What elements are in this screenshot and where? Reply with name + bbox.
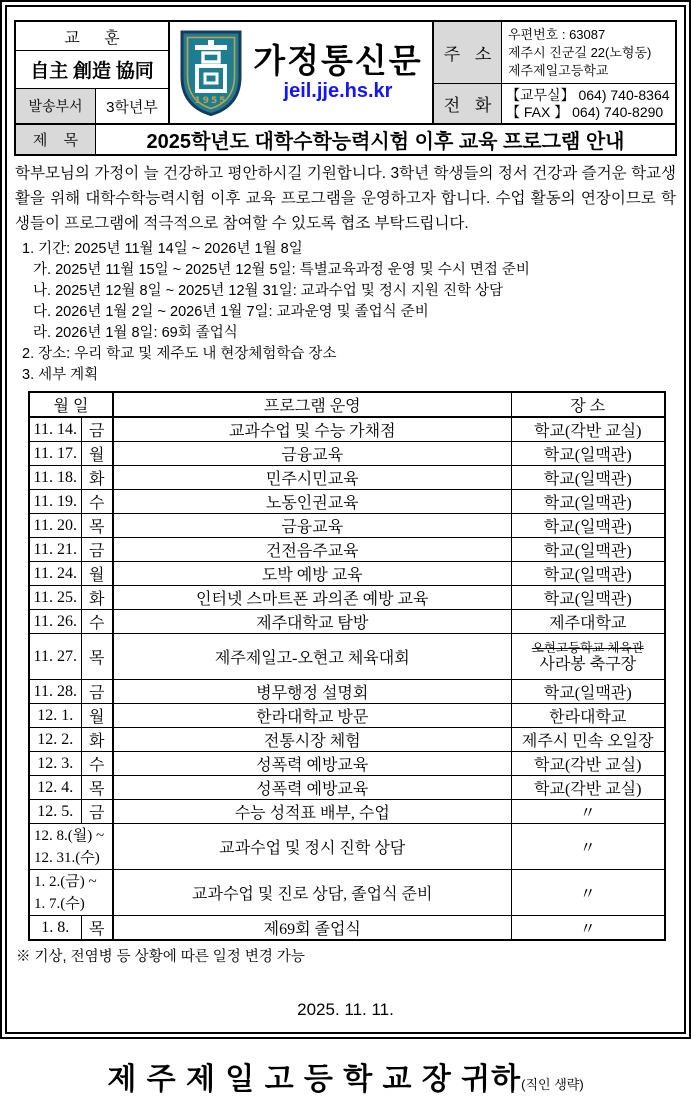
table-cell: 학교(일맥관): [511, 490, 665, 514]
motto-value: 自主 創造 協同: [16, 51, 168, 89]
table-row: [29, 490, 665, 514]
table-cell: 수: [81, 490, 113, 514]
table-row: [29, 586, 665, 610]
table-cell: 한라대학교: [511, 704, 665, 728]
table-cell: 〃: [511, 800, 665, 824]
table-cell: 11. 21.: [29, 538, 81, 562]
table-cell: 11. 19.: [29, 490, 81, 514]
table-cell: 11. 28.: [29, 680, 81, 704]
table-cell: 월: [81, 562, 113, 586]
table-cell: 제69회 졸업식: [113, 916, 511, 941]
table-cell: 금융교육: [113, 514, 511, 538]
table-cell: 학교(일맥관): [511, 586, 665, 610]
address-line: 제주시 진군길 22(노형동): [508, 45, 652, 60]
table-row: [29, 752, 665, 776]
newsletter-title: 가정통신문: [253, 41, 423, 79]
subject-label: 제 목: [16, 125, 96, 154]
document: [5, 5, 686, 1096]
table-cell: 12. 8.(월) ~ 12. 31.(수): [29, 824, 113, 870]
table-cell: 목: [81, 916, 113, 941]
phone-row: [434, 84, 675, 123]
col-header-date: 월 일: [29, 392, 113, 417]
table-row: [29, 728, 665, 752]
school-url: jeil.jje.hs.kr: [283, 79, 393, 102]
table-cell: 금: [81, 417, 113, 442]
brand-text: [253, 43, 422, 103]
col-header-program: 프로그램 운영: [113, 392, 511, 417]
table-cell: 학교(일맥관): [511, 562, 665, 586]
intro-paragraph: 학부모님의 가정이 늘 건강하고 평안하시길 기원합니다. 3학년 학생들의 정서 건강과 즐거운 학교생활을 위해 대학수학능력시험 이후 교육 프로그램을 운영하고자 합니다. 수업 활동의 연장이므로 학생들이 프로그램에 적극적으로 참여할 수 있도록 협조 부탁드립니다.: [15, 165, 676, 232]
table-cell: 학교(각반 교실): [511, 417, 665, 442]
table-cell: 건전음주교육: [113, 538, 511, 562]
table-cell: 1. 8.: [29, 916, 81, 941]
table-cell: 학교(일맥관): [511, 680, 665, 704]
phone-label: 전 화: [434, 84, 502, 123]
table-cell: 학교(일맥관): [511, 514, 665, 538]
table-cell: 〃: [511, 824, 665, 870]
table-row: [29, 704, 665, 728]
table-row: [29, 562, 665, 586]
table-cell: 교과수업 및 수능 가채점: [113, 417, 511, 442]
col-header-place: 장 소: [511, 392, 665, 417]
table-row: [29, 514, 665, 538]
table-cell: 인터넷 스마트폰 과의존 예방 교육: [113, 586, 511, 610]
table-cell: 〃: [511, 916, 665, 941]
schedule-table: [28, 391, 666, 941]
table-row: [29, 800, 665, 824]
address-line: 제주제일고등학교: [508, 63, 609, 78]
outline-item: 2. 장소: 우리 학교 및 제주도 내 현장체험학습 장소: [22, 346, 337, 362]
outline-item: 라. 2026년 1월 8일: 69회 졸업식: [33, 325, 238, 341]
table-cell: 제주대학교: [511, 610, 665, 634]
struck-place-text: 오현고등학교 체육관: [531, 640, 644, 655]
schedule-body: [29, 417, 665, 940]
table-cell: 11. 26.: [29, 610, 81, 634]
table-cell: 〃: [511, 870, 665, 916]
table-cell: 12. 4.: [29, 776, 81, 800]
table-cell: 노동인권교육: [113, 490, 511, 514]
letterhead: [14, 20, 677, 125]
table-cell: 학교(일맥관): [511, 538, 665, 562]
table-cell: 월: [81, 704, 113, 728]
letterhead-right: [434, 22, 675, 123]
table-cell: 11. 25.: [29, 586, 81, 610]
motto-label: 교 훈: [16, 22, 168, 51]
school-emblem-icon: [179, 29, 243, 117]
table-cell: 12. 1.: [29, 704, 81, 728]
table-cell: 제주대학교 탐방: [113, 610, 511, 634]
table-row: [29, 916, 665, 941]
table-cell: 금: [81, 680, 113, 704]
phone-line: 【 FAX 】 064) 740-8290: [506, 103, 664, 120]
table-row: [29, 610, 665, 634]
letterhead-brand: [170, 22, 434, 123]
subject-title: 2025학년도 대학수학능력시험 이후 교육 프로그램 안내: [146, 131, 625, 153]
address-row: [434, 22, 675, 84]
dept-label: 발송부서: [16, 89, 96, 123]
table-row: [29, 442, 665, 466]
table-cell: 목: [81, 514, 113, 538]
closing-line: [14, 1054, 677, 1098]
table-cell: 전통시장 체험: [113, 728, 511, 752]
table-cell: 12. 5.: [29, 800, 81, 824]
address-line: 우편번호 : 63087: [508, 27, 606, 42]
closing-suffix: (직인 생략): [521, 1077, 584, 1092]
table-cell: 한라대학교 방문: [113, 704, 511, 728]
emblem-year: 1955: [194, 95, 228, 106]
table-cell: 목: [81, 776, 113, 800]
table-cell: 화: [81, 728, 113, 752]
table-cell: 화: [81, 466, 113, 490]
footnote: ※ 기상, 전염병 등 상황에 따른 일정 변경 가능: [16, 949, 305, 965]
table-row: [29, 417, 665, 442]
dept-value: 3학년부: [106, 98, 158, 116]
table-cell: 금융교육: [113, 442, 511, 466]
table-cell: 화: [81, 586, 113, 610]
table-cell: 수: [81, 610, 113, 634]
table-cell: 금: [81, 800, 113, 824]
table-cell: 월: [81, 442, 113, 466]
document-date: 2025. 11. 11.: [297, 1000, 394, 1019]
table-cell: 12. 2.: [29, 728, 81, 752]
table-row: [29, 870, 665, 916]
table-cell: 성폭력 예방교육: [113, 776, 511, 800]
table-cell: 제주시 민속 오일장: [511, 728, 665, 752]
outline-item: 나. 2025년 12월 8일 ~ 2025년 12월 31일: 교과수업 및 정시 지원 진학 상담: [33, 283, 503, 299]
table-row: [29, 824, 665, 870]
table-cell: 11. 24.: [29, 562, 81, 586]
table-cell: 민주시민교육: [113, 466, 511, 490]
outline-item: 다. 2026년 1월 2일 ~ 2026년 1월 7일: 교과운영 및 졸업식 준비: [33, 304, 429, 320]
table-cell: 성폭력 예방교육: [113, 752, 511, 776]
table-cell: 제주제일고-오현고 체육대회: [113, 634, 511, 680]
table-cell: 학교(각반 교실): [511, 752, 665, 776]
table-cell: 수: [81, 752, 113, 776]
closing-main: 제 주 제 일 고 등 학 교 장 귀하: [107, 1063, 522, 1096]
table-cell: 11. 20.: [29, 514, 81, 538]
table-cell: 11. 18.: [29, 466, 81, 490]
table-row: [29, 466, 665, 490]
table-cell: 학교(각반 교실): [511, 776, 665, 800]
table-cell: 학교(일맥관): [511, 466, 665, 490]
table-cell: 병무행정 설명회: [113, 680, 511, 704]
phone-line: 【교무실】 064) 740-8364: [506, 86, 670, 103]
subject-row: [14, 125, 677, 156]
table-row: [29, 634, 665, 680]
address-label: 주 소: [434, 22, 502, 83]
table-cell: 11. 27.: [29, 634, 81, 680]
table-cell: 도박 예방 교육: [113, 562, 511, 586]
table-cell: 오현고등학교 체육관 사라봉 축구장: [511, 634, 665, 680]
dept-row: [16, 89, 168, 123]
table-cell: 수능 성적표 배부, 수업: [113, 800, 511, 824]
outline-item: 1. 기간: 2025년 11월 14일 ~ 2026년 1월 8일: [22, 241, 303, 257]
table-cell: 목: [81, 634, 113, 680]
table-header-row: [29, 392, 665, 417]
table-cell: 11. 17.: [29, 442, 81, 466]
outline-list: [14, 239, 677, 386]
table-row: [29, 538, 665, 562]
table-cell: 교과수업 및 진로 상담, 졸업식 준비: [113, 870, 511, 916]
letterhead-left: [16, 22, 170, 123]
phone-value: [502, 84, 675, 123]
address-value: [502, 22, 675, 83]
table-row: [29, 776, 665, 800]
table-cell: 12. 3.: [29, 752, 81, 776]
table-cell: 교과수업 및 정시 진학 상담: [113, 824, 511, 870]
table-cell: 금: [81, 538, 113, 562]
table-cell: 학교(일맥관): [511, 442, 665, 466]
outline-item: 가. 2025년 11월 15일 ~ 2025년 12월 5일: 특별교육과정 운영 및 수시 면접 준비: [33, 262, 530, 278]
table-cell: 11. 14.: [29, 417, 81, 442]
outline-item: 3. 세부 계획: [22, 367, 99, 383]
table-row: [29, 680, 665, 704]
table-cell: 1. 2.(금) ~ 1. 7.(수): [29, 870, 113, 916]
